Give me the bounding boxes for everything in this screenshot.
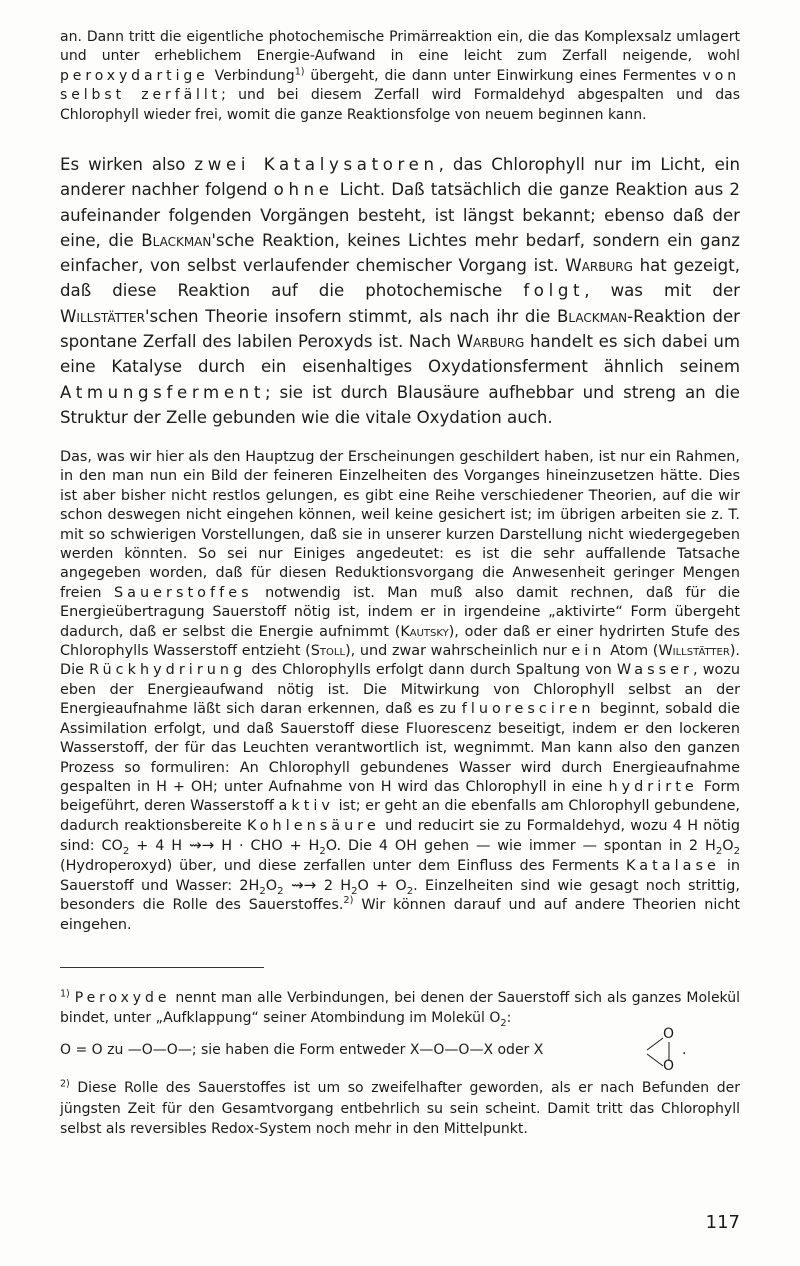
text: O	[722, 838, 734, 855]
text: , was mit der	[584, 281, 740, 301]
text: ). Die	[60, 643, 741, 679]
text: und reducirt sie zu Formaldehyd, wozu 4 H nötig sind: CO	[60, 817, 740, 855]
text: H · CHO + H	[214, 838, 320, 855]
author-name: Blackman	[557, 306, 628, 326]
spaced-emphasis: zwei Katalysatoren	[194, 155, 439, 174]
spaced-emphasis: peroxydartige	[60, 67, 209, 84]
bond-line	[647, 1038, 663, 1050]
text: O + O	[357, 877, 407, 894]
oxygen-top: O	[663, 1026, 675, 1042]
footnote-ref: 1)	[294, 66, 305, 78]
spaced-emphasis: Atmungsferment	[60, 382, 265, 402]
author-name: Willstätter	[60, 306, 145, 326]
subscript: 2	[715, 846, 723, 857]
footnote-divider	[60, 967, 264, 968]
text: (Hydroperoxyd) über, und diese zerfallen unter dem Einfluss des Ferments	[60, 857, 627, 874]
text: ; und bei diesem Zerfall wird Formaldehyd abgespalten und das Chlorophyll wieder frei, womit die ganze Reaktionsfolge von neuem beginnen kann.	[60, 87, 740, 123]
spaced-emphasis: Katalase	[626, 857, 720, 874]
subscript: 2	[259, 885, 266, 897]
author-name: Willstätter	[658, 643, 730, 660]
text: an. Dann tritt die eigentliche photochemische Primärreaktion ein, die das Komplexsalz umlagert und unter erheblichem Energie-Aufwand in eine leicht zum Zerfall neigende, wohl	[60, 29, 740, 65]
text: Form beigeführt, deren Wasserstoff	[60, 778, 741, 815]
footnote-ref: 2)	[343, 895, 354, 907]
paragraph-2	[60, 152, 740, 430]
footnote-mark: 1)	[60, 988, 70, 1000]
formula-text: O = O zu —O—O—; sie haben die Form entweder X—O—O—X oder X	[60, 1042, 544, 1058]
text: ), und zwar wahrscheinlich nur	[345, 643, 572, 660]
spaced-emphasis: von selbst zerfällt	[60, 67, 741, 104]
subscript: 2	[277, 885, 284, 897]
text: Das, was wir hier als den Hauptzug der Erscheinungen geschildert haben, ist nur ein Rahmen, in den man nun ein Bild der feineren Einzelheiten des Vorganges hineinzusetzen hätte. Dies ist aber bisher nicht restlos gelungen, es gibt eine Reihe verschiedener Theorien, auf die wir schon deswegen nicht eingehen können, weil keine gesichert ist; im übrigen arbeiten sie z. T. mit so schwierigen Vorstellungen, daß sie in unserer kurzen Darstellung nicht wiedergegeben werden könnten. So sei nur Einiges angedeutet: es ist die sehr auffallende Tatsache angegeben worden, daß für diesen Reduktionsvorgang die Anwesenheit geringer Mengen freien	[60, 449, 740, 601]
author-name: Stoll	[310, 643, 346, 660]
spaced-emphasis: Kohlensäure	[246, 817, 380, 834]
text: -Reaktion der spontane Zerfall des labilen Peroxyds ist. Nach	[60, 306, 740, 352]
text: übergeht, die dann unter Einwirkung eines Fermentes	[304, 67, 703, 84]
spaced-emphasis: Peroxyde	[74, 990, 171, 1006]
text: Wir können darauf und auf andere Theorien nicht eingehen.	[60, 897, 741, 933]
text: , wozu eben der Energieaufwand nötig ist. Die Mitwirkung von Chlorophyll selbst an der Energieaufnahme läßt sich daran erkennen, daß es zu	[60, 662, 740, 718]
page-number: 117	[705, 1212, 740, 1233]
spaced-emphasis: Rückhydrirung	[89, 662, 247, 679]
text: Es wirken also	[60, 155, 195, 174]
text: Verbindung	[208, 67, 295, 84]
spaced-emphasis: ohne	[273, 180, 334, 200]
text: O	[265, 877, 278, 894]
spaced-emphasis: aktiv	[278, 798, 334, 815]
peroxide-formula	[60, 1026, 740, 1074]
footnote-1	[60, 988, 740, 1028]
spaced-emphasis: Wasser	[616, 662, 693, 679]
text: des Chlorophylls erfolgt dann durch Spaltung von	[246, 662, 617, 679]
text: , das Chlorophyll nur im Licht, ein anderer nachher folgend	[60, 155, 740, 200]
paragraph-1	[60, 28, 740, 125]
text: 'schen Theorie insofern stimmt, als nach ihr die	[144, 306, 558, 326]
text: . Einzelheiten sind wie gesagt noch strittig, besonders die Rolle des Sauerstoffes.	[60, 877, 740, 914]
formula-period: .	[682, 1042, 687, 1058]
subscript: 2	[351, 885, 358, 897]
text: Diese Rolle des Sauerstoffes ist um so zweifelhafter geworden, als er nach Befunden der jüngsten Zeit für den Gesamtvorgang entbehrlich su sein scheint. Damit tritt das Chlorophyll selbst als reversibles Redox-System noch mehr in den Mittelpunkt.	[60, 1080, 740, 1137]
text: ; sie ist durch Blausäure aufhebbar und streng an die Struktur der Zelle gebunden wie die vitale Oxydation auch.	[60, 382, 740, 427]
spaced-emphasis: Sauerstoffes	[113, 584, 253, 601]
oxygen-bottom: O	[663, 1058, 675, 1074]
author-name: Warburg	[565, 256, 633, 276]
author-name: Blackman	[141, 230, 212, 250]
text: + 4 H	[129, 838, 189, 855]
text: O. Die 4 OH gehen — wie immer — spontan in 2 H	[325, 838, 716, 855]
text: notwendig ist. Man muß also damit rechnen, daß für die Energieübertragung Sauerstoff nötig ist, indem er in irgendeine „aktivirte“ Form übergeht dadurch, daß er selbst die Energie aufnimmt (	[60, 584, 740, 640]
spaced-emphasis: ein	[571, 643, 606, 660]
subscript: 2	[406, 885, 414, 897]
text: hat gezeigt, daß diese Reaktion auf die photochemische	[60, 256, 741, 301]
text: in Sauerstoff und Wasser: 2H	[60, 857, 740, 894]
text: ), oder daß er einer hydrirten Stufe des Chlorophylls Wasserstoff entzieht (	[60, 623, 740, 660]
spaced-emphasis: fluoresciren	[461, 701, 595, 718]
spaced-emphasis: folgt	[523, 281, 585, 301]
text: handelt es sich dabei um eine Katalyse durch ein eisenhaltiges Oxydationsferment ähnlich seinem	[60, 332, 741, 377]
reaction-arrow: ⇝→	[189, 836, 215, 855]
text: Atom (	[605, 643, 659, 660]
footnote-mark: 2)	[60, 1078, 70, 1090]
reaction-arrow: ⇝→	[283, 875, 324, 894]
author-name: Kautsky	[400, 623, 449, 640]
subscript: 2	[733, 846, 740, 857]
subscript: 2	[122, 846, 130, 857]
spaced-emphasis: hydrirte	[608, 778, 698, 795]
bond-line	[647, 1054, 663, 1066]
text: ist; er geht an die ebenfalls am Chlorophyll gebundene, dadurch reaktionsbereite	[60, 798, 741, 834]
footnote-2	[60, 1078, 740, 1140]
paragraph-3	[60, 448, 740, 935]
text: Licht. Daß tatsächlich die ganze Reaktion aus 2 aufeinander folgenden Vorgängen besteht, ist längst bekannt; ebenso daß der eine, die	[60, 180, 740, 250]
author-name: Warburg	[456, 332, 525, 352]
subscript: 2	[500, 1017, 507, 1029]
text: :	[506, 1010, 512, 1026]
subscript: 2	[319, 846, 326, 857]
text: nennt man alle Verbindungen, bei denen der Sauerstoff sich als ganzes Molekül bindet, unter „Aufklappung“ seiner Atombindung im Molekül O	[60, 990, 740, 1026]
text: beginnt, sobald die Assimilation erfolgt, und daß Sauerstoff diese Fluorescenz beseitigt, indem er den lockeren Wasserstoff, der für das Leuchten verantwortlich ist, wegnimmt. Man kann also den ganzen Prozess so formuliren: An Chlorophyll gebundenes Wasser wird durch Energieaufnahme gespalten in H + OH; unter Aufnahme von H wird das Chlorophyll in eine	[60, 701, 740, 795]
text: 'sche Reaktion, keines Lichtes mehr bedarf, sondern ein ganz einfacher, von selbst verlaufender chemischer Vorgang ist.	[60, 230, 740, 276]
text: 2 H	[323, 877, 352, 894]
